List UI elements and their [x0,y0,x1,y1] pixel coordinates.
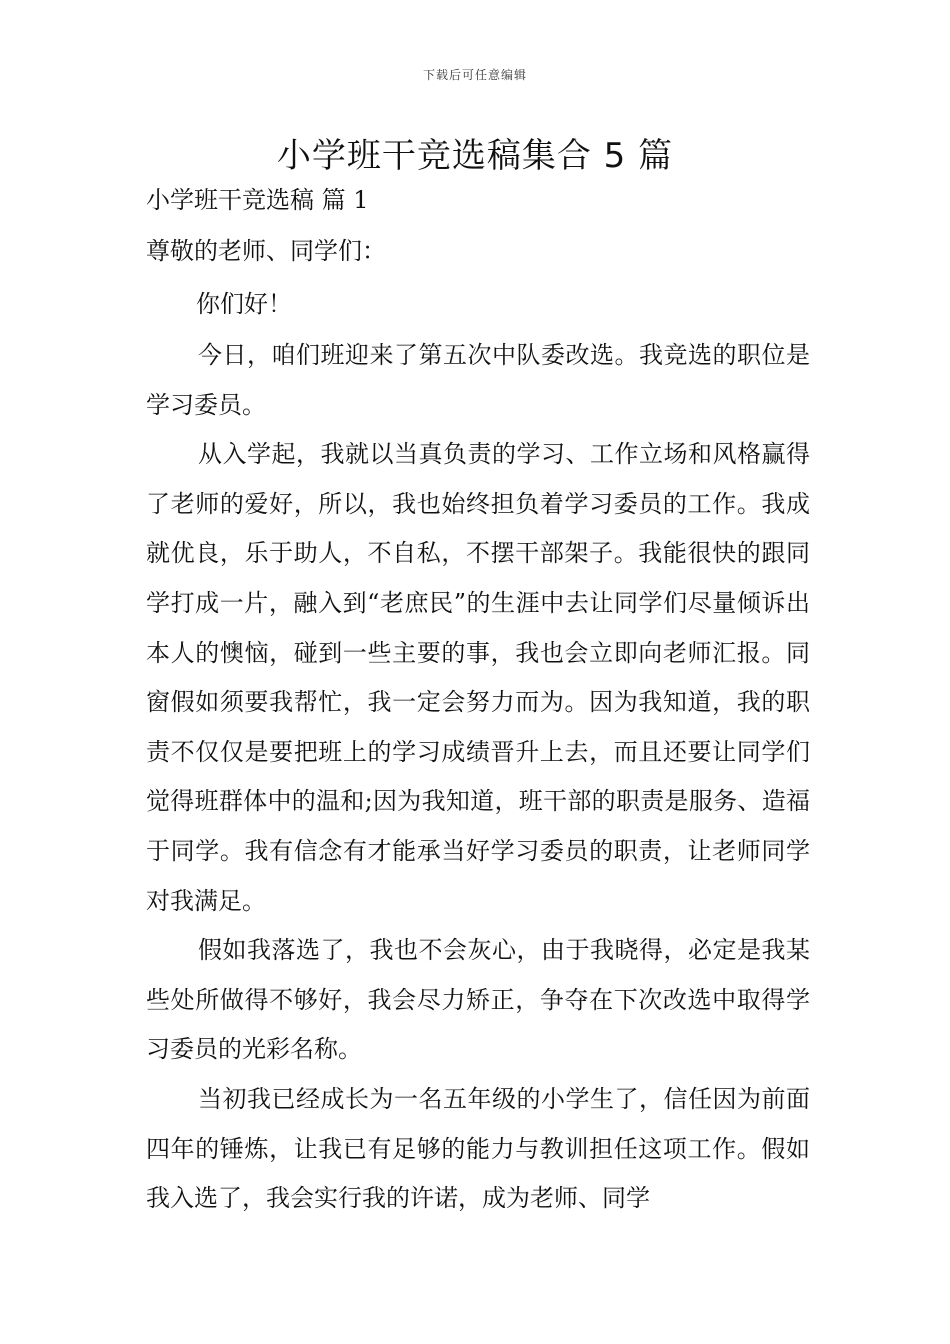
salutation: 尊敬的老师、同学们： [146,237,386,265]
paragraph: 当初我已经成长为一名五年级的小学生了，信任因为前面四年的锤炼，让我已有足够的能力与教训担任这项工作。假如我入选了，我会实行我的许诺，成为老师、同学 [146,1084,810,1213]
document-body [146,176,810,1224]
section-label: 小学班干竞选稿 篇 1 [146,186,369,214]
header-note: 下载后可任意编辑 [422,68,527,82]
paragraph: 从入学起，我就以当真负责的学习、工作立场和风格赢得了老师的爱好，所以，我也始终担负着学习委员的工作。我成就优良，乐于助人，不自私，不摆干部架子。我能很快的跟同学打成一片，融入到“老庶民”的生涯中去让同学们尽量倾诉出本人的懊恼，碰到一些主要的事，我也会立即向老师汇报。同窗假如须要我帮忙，我一定会努力而为。因为我知道，我的职责不仅仅是要把班上的学习成绩晋升上去，而且还要让同学们觉得班群体中的温和;因为我知道，班干部的职责是服务、造福于同学。我有信念有才能承当好学习委员的职责，让老师同学对我满足。 [146,440,810,915]
paragraph: 假如我落选了，我也不会灰心，由于我晓得，必定是我某些处所做得不够好，我会尽力矫正，争夺在下次改选中取得学习委员的光彩名称。 [146,936,810,1064]
greeting: 你们好！ [196,290,292,318]
document-title: 小学班干竞选稿集合 5 篇 [276,136,674,176]
paragraph: 今日，咱们班迎来了第五次中队委改选。我竞选的职位是学习委员。 [146,341,810,419]
